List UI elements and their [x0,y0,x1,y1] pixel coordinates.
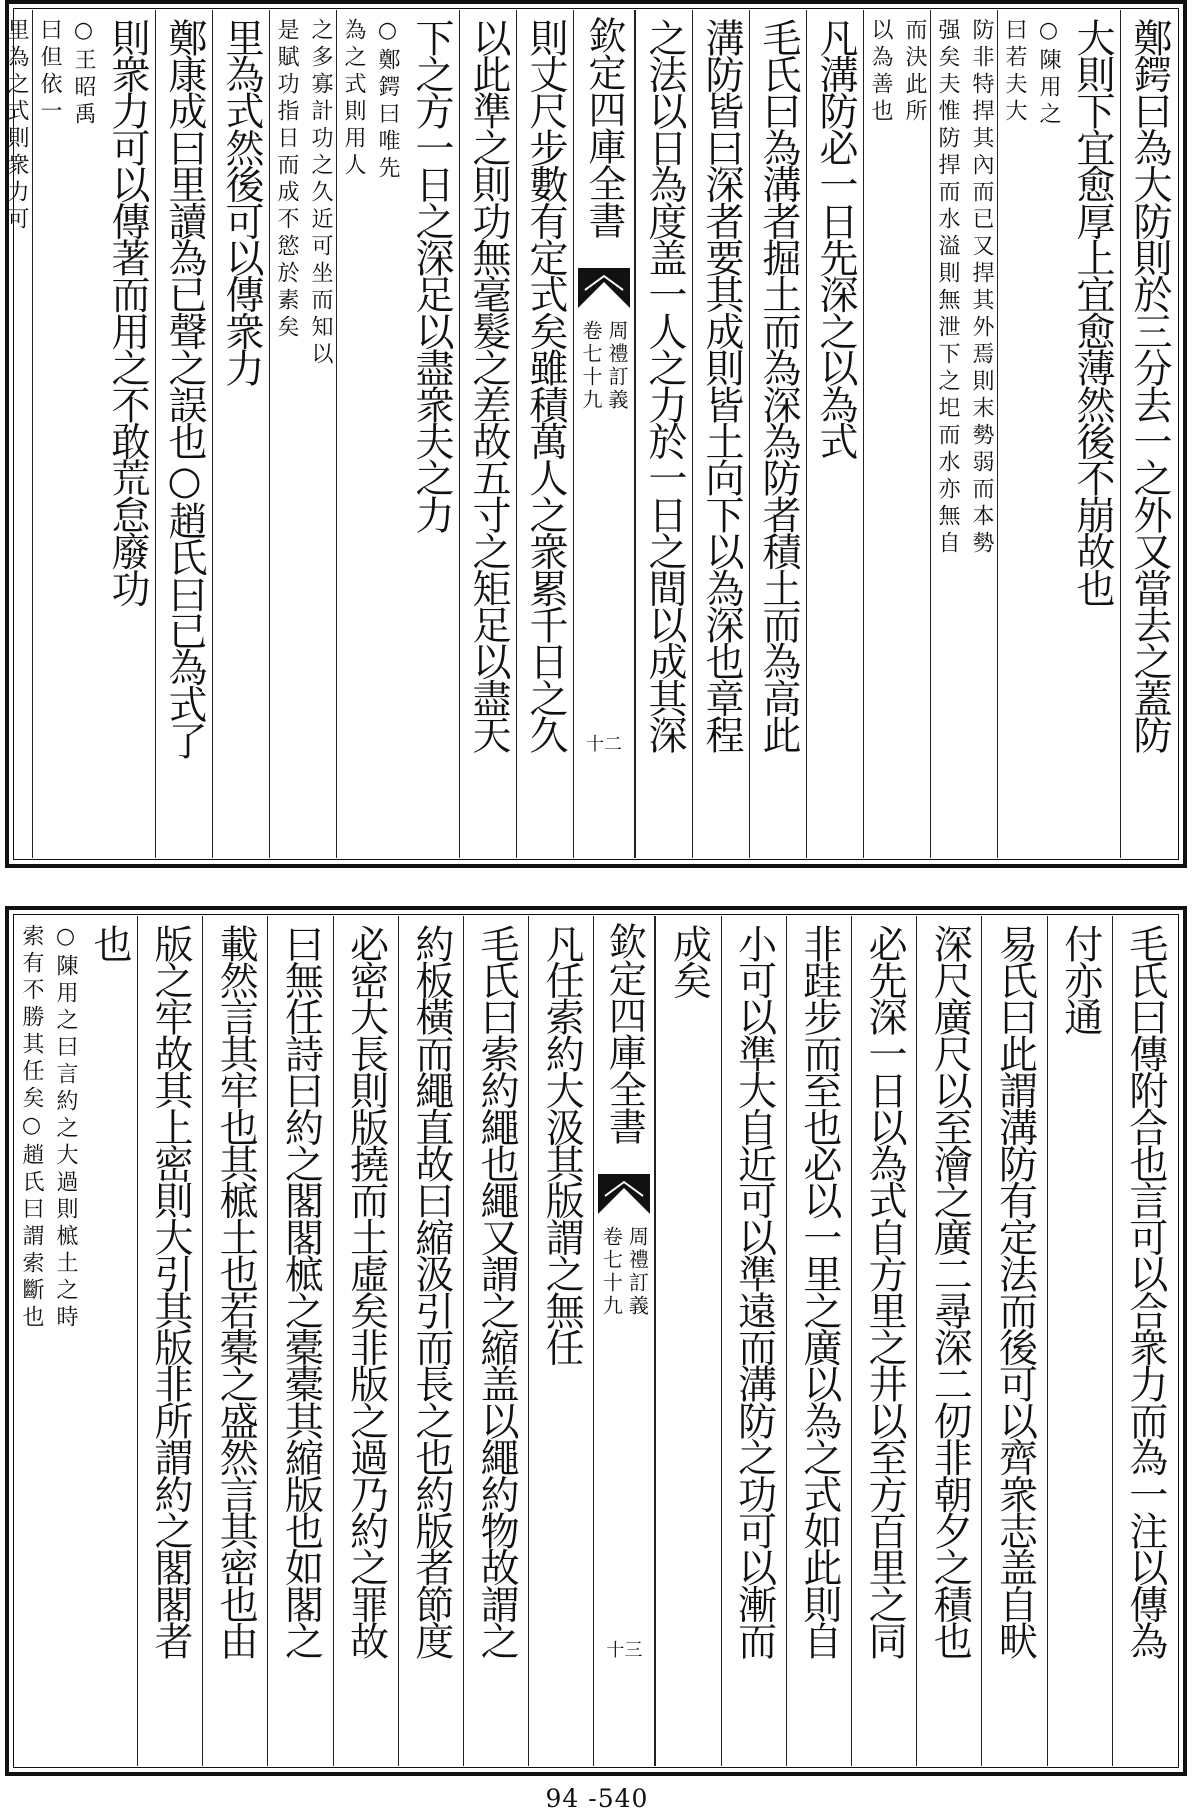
text-column [1047,916,1112,1766]
commentary-notes [337,18,403,183]
main-text: 則丈尺步數有定式矣雖積萬人之衆累千日之久 [523,18,568,753]
main-text: 里為式然後可以傳衆力 [219,18,264,386]
mixed-text-group [15,924,137,1332]
main-text: 付亦通 [1057,924,1103,1035]
folio-number: 十二 [586,734,622,755]
main-text: 曰無任詩曰約之閣閣㭽之橐橐其縮版也如閣之 [278,924,324,1659]
text-column [930,10,997,858]
text-column [806,10,863,858]
book-title: 欽定四庫全書 [602,922,647,1144]
commentary-line: 里為之式則衆力可 [4,18,29,234]
commentary-notes [998,18,1064,129]
center-fold [573,10,635,858]
commentary-line: 强矣夫惟防捍而水溢則無泄下之圯而水亦無自 [935,18,960,558]
text-column [463,916,528,1766]
commentary-line: ○陳用之曰言約之大過則㭽土之時 [52,924,78,1332]
text-column [336,10,459,858]
main-text: 則衆力可以傳著而用之不敢荒怠廢功 [105,18,150,606]
commentary-notes [270,18,336,858]
main-text: 成矣 [666,924,712,998]
text-column [1120,10,1177,858]
main-text: 也 [86,924,132,961]
main-text: 毛氏曰為溝者掘土而為深為防者積土而為高此 [756,18,801,753]
volume-label-line: 周禮訂義 [625,1226,650,1318]
text-column [267,916,332,1766]
fishtail-ornament-icon [598,1174,650,1214]
commentary-notes [15,924,81,1332]
commentary-line: 之多寡計功之久近可坐而知以 [308,18,333,369]
volume-label-line: 周禮訂義 [605,320,629,412]
commentary-notes [0,18,32,858]
text-column [851,916,916,1766]
commentary-line: 而決此所 [902,18,927,126]
text-column [997,10,1120,858]
text-column [212,10,269,858]
center-fold [593,916,655,1766]
page-number: 94 -540 [545,1784,649,1813]
commentary-line: 曰若夫大 [1002,18,1027,126]
text-column [916,916,981,1766]
folio-number: 十三 [606,1640,643,1661]
main-text: 約板橫而繩直故曰縮汲引而長之也約版者節度 [408,924,454,1659]
main-text: 必密大長則版撓而土虛矣非版之過乃約之罪故 [343,924,389,1659]
commentary-notes [864,18,930,858]
main-text: 鄭康成曰里讀為已聲之誤也○趙氏曰已為式了 [162,18,207,759]
volume-label-line: 卷七十九 [579,320,603,412]
text-column [749,10,806,858]
bottom-page [5,906,1187,1776]
main-text: 版之牢故其上密則大引其版非所謂約之閣閣者 [148,924,194,1659]
text-column [528,916,593,1766]
commentary-line: 是賦功指日而成不慾於素矣 [274,18,299,342]
main-text: 鄭鍔曰為大防則於三分去一之外又當去之蓋防 [1127,18,1172,753]
text-column [786,916,851,1766]
book-title: 欽定四庫全書 [582,16,626,238]
mixed-text-group [33,18,155,605]
volume-label-line: 卷七十九 [599,1226,624,1318]
commentary-notes [33,18,99,129]
text-column [0,10,32,858]
fishtail-ornament-icon [578,268,630,308]
text-column [981,916,1046,1766]
main-text: 必先深一日以為式自方里之井以至方百里之同 [862,924,908,1659]
text-column [398,916,463,1766]
top-page [5,0,1187,868]
main-text: 毛氏曰索約繩也繩又謂之縮盖以繩約物故謂之 [474,924,520,1659]
main-text: 凡任索約大汲其版謂之無任 [539,924,585,1365]
text-column [155,10,212,858]
text-column [692,10,749,858]
main-text: 之法以日為度盖一人之力於一日之間以成其深 [642,18,687,753]
main-text: 大則下宜愈厚上宜愈薄然後不崩故也 [1070,18,1115,606]
commentary-line: ○陳用之 [1036,18,1061,129]
commentary-line: ○鄭鍔曰唯先 [375,18,400,183]
main-text: 凡溝防必一日先深之以為式 [813,18,858,459]
main-text: 毛氏曰傳附合也言可以合衆力而為一注以傳為 [1122,924,1168,1659]
text-column [15,916,137,1766]
commentary-line: 為之式則用人 [341,18,366,180]
text-column [516,10,573,858]
volume-label [574,320,634,412]
commentary-notes [931,18,997,858]
text-column [32,10,155,858]
text-column [459,10,516,858]
text-column [863,10,930,858]
main-text: 非跬步而至也必以一里之廣以為之式如此則自 [796,924,842,1659]
text-column [721,916,786,1766]
text-column [635,10,692,858]
main-text: 小可以準大自近可以準遠而溝防之功可以漸而 [731,924,777,1659]
main-text: 深尺廣尺以至澮之廣二尋深二仞非朝夕之積也 [927,924,973,1659]
mixed-text-group [337,18,459,532]
main-text: 載然言其牢也其㭽土也若橐之盛然言其密也由 [213,924,259,1659]
commentary-line: 以為善也 [868,18,893,126]
commentary-line: 防非特捍其內而已又捍其外焉則末勢弱而本勢 [969,18,994,558]
commentary-line: 曰但依一 [37,18,62,126]
text-column [202,916,267,1766]
main-text: 以此準之則功無毫髮之差故五寸之矩足以盡天 [466,18,511,753]
top-page-columns [4,10,1177,858]
main-text: 易氏曰此謂溝防有定法而後可以齊衆志盖自畎 [992,924,1038,1659]
text-column [269,10,336,858]
text-column [333,916,398,1766]
main-text: 下之方一日之深足以盡衆夫之力 [409,18,454,532]
bottom-page-columns [15,916,1177,1766]
main-text: 溝防皆曰深者要其成則皆土向下以為深也章程 [699,18,744,753]
volume-label [594,1226,654,1318]
text-column [137,916,202,1766]
mixed-text-group [998,18,1120,605]
commentary-line: 索有不勝其任矣○趙氏曰謂索斷也 [18,924,44,1332]
text-column [1112,916,1177,1766]
text-column [655,916,720,1766]
commentary-line: ○王昭禹 [71,18,96,129]
